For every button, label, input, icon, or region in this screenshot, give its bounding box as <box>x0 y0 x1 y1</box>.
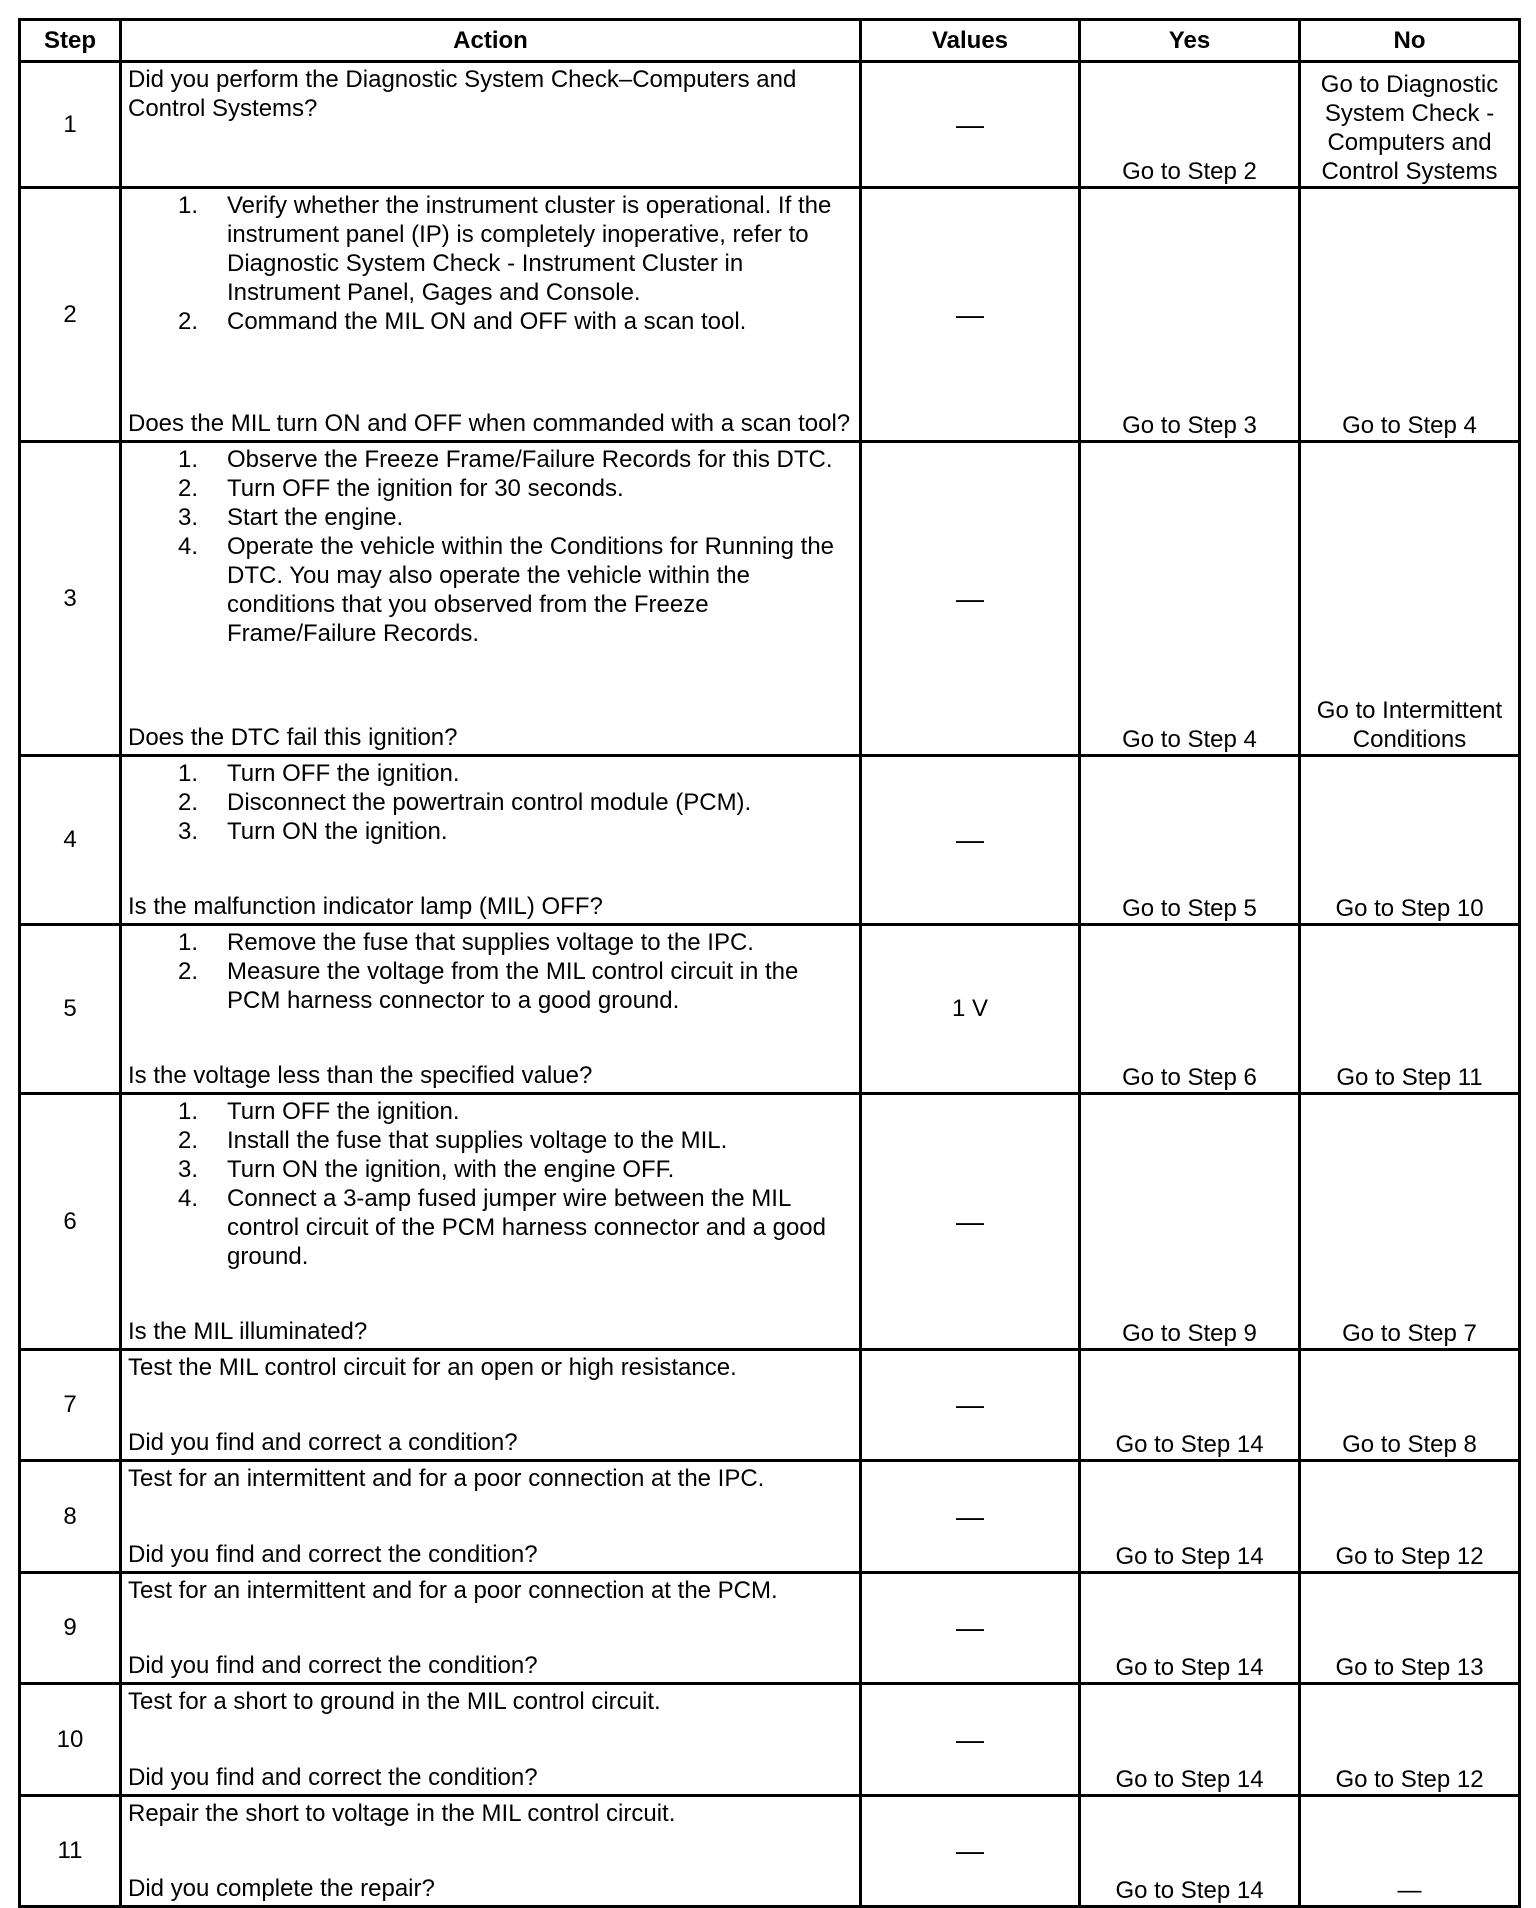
value-cell <box>861 1573 1080 1684</box>
step-number: 6 <box>20 1094 121 1350</box>
header-action: Action <box>121 20 861 62</box>
table-row <box>20 925 1520 1094</box>
step-number: 4 <box>20 756 121 925</box>
substep-text: Disconnect the powertrain control module (PCM). <box>227 789 752 816</box>
substep-list <box>128 759 851 846</box>
action-cell <box>121 1350 861 1461</box>
substep-item <box>128 1126 851 1155</box>
yes-outcome: Go to Step 14 <box>1080 1796 1300 1907</box>
value-cell <box>861 1461 1080 1573</box>
value-text: — <box>956 1205 984 1237</box>
substep-number: 2. <box>178 308 199 335</box>
action-instruction: Test for a short to ground in the MIL control circuit. <box>128 1688 661 1715</box>
substep-item <box>128 532 851 648</box>
action-instruction: Test for an intermittent and for a poor connection at the IPC. <box>128 1465 765 1492</box>
yes-outcome: Go to Step 5 <box>1080 756 1300 925</box>
action-instruction: Test for an intermittent and for a poor connection at the PCM. <box>128 1577 778 1604</box>
action-cell <box>121 188 861 442</box>
value-text: — <box>956 1500 984 1532</box>
value-cell <box>861 1094 1080 1350</box>
substep-number: 1. <box>178 192 199 219</box>
header-step: Step <box>20 20 121 62</box>
step-number: 7 <box>20 1350 121 1461</box>
substep-list <box>128 1097 851 1271</box>
yes-outcome: Go to Step 4 <box>1080 442 1300 756</box>
substep-number: 2. <box>178 475 199 502</box>
action-question: Did you find and correct the condition? <box>128 1541 538 1568</box>
substep-item <box>128 445 851 474</box>
value-cell <box>861 62 1080 188</box>
substep-item <box>128 788 851 817</box>
substep-text: Remove the fuse that supplies voltage to the IPC. <box>227 929 754 956</box>
table-row <box>20 1573 1520 1684</box>
action-instruction: Did you perform the Diagnostic System Check–Computers and Control Systems? <box>128 66 797 122</box>
substep-item <box>128 928 851 957</box>
table-row <box>20 1094 1520 1350</box>
substep-item <box>128 503 851 532</box>
substep-text: Turn ON the ignition. <box>227 818 448 845</box>
yes-outcome: Go to Step 14 <box>1080 1350 1300 1461</box>
substep-item <box>128 191 851 307</box>
value-text: — <box>956 1835 984 1866</box>
value-cell <box>861 1350 1080 1461</box>
substep-item <box>128 1184 851 1271</box>
table-row <box>20 188 1520 442</box>
value-cell <box>861 188 1080 442</box>
step-number: 11 <box>20 1796 121 1907</box>
value-cell <box>861 1796 1080 1907</box>
step-number: 1 <box>20 62 121 188</box>
substep-text: Observe the Freeze Frame/Failure Records for this DTC. <box>227 446 833 473</box>
substep-number: 2. <box>178 789 199 816</box>
table-row <box>20 442 1520 756</box>
action-question: Does the MIL turn ON and OFF when commanded with a scan tool? <box>128 410 851 437</box>
action-question: Did you find and correct the condition? <box>128 1652 538 1679</box>
substep-text: Connect a 3-amp fused jumper wire between the MIL control circuit of the PCM harness connector and a good ground. <box>227 1185 826 1270</box>
substep-text: Turn OFF the ignition for 30 seconds. <box>227 475 624 502</box>
action-question: Did you find and correct the condition? <box>128 1764 538 1791</box>
substep-number: 2. <box>178 1127 199 1154</box>
value-text: — <box>956 1723 984 1755</box>
step-number: 5 <box>20 925 121 1094</box>
no-outcome: Go to Step 12 <box>1300 1461 1520 1573</box>
substep-text: Command the MIL ON and OFF with a scan tool. <box>227 308 747 335</box>
step-number: 2 <box>20 188 121 442</box>
substep-number: 1. <box>178 1098 199 1125</box>
action-cell <box>121 1461 861 1573</box>
action-question: Did you complete the repair? <box>128 1875 435 1902</box>
substep-item <box>128 817 851 846</box>
step-number: 10 <box>20 1684 121 1796</box>
action-instruction: Test the MIL control circuit for an open or high resistance. <box>128 1354 737 1381</box>
header-row <box>20 20 1520 62</box>
table-row <box>20 1461 1520 1573</box>
no-outcome: Go to Step 7 <box>1300 1094 1520 1350</box>
action-question: Did you find and correct a condition? <box>128 1429 518 1456</box>
action-cell <box>121 1573 861 1684</box>
substep-item <box>128 474 851 503</box>
substep-text: Operate the vehicle within the Conditions for Running the DTC. You may also operate the vehicle within the conditions that you observed from the Freeze Frame/Failure Records. <box>227 533 835 647</box>
substep-item <box>128 759 851 788</box>
header-values: Values <box>861 20 1080 62</box>
table-row <box>20 1796 1520 1907</box>
action-question: Is the MIL illuminated? <box>128 1318 368 1345</box>
value-cell <box>861 925 1080 1094</box>
substep-number: 1. <box>178 929 199 956</box>
diagnostic-table <box>18 18 1521 1908</box>
yes-outcome: Go to Step 3 <box>1080 188 1300 442</box>
action-cell <box>121 756 861 925</box>
substep-number: 4. <box>178 533 199 560</box>
action-cell <box>121 1094 861 1350</box>
no-outcome: Go to Step 10 <box>1300 756 1520 925</box>
value-text: — <box>956 1389 984 1420</box>
no-outcome: Go to Intermittent Conditions <box>1300 442 1520 756</box>
no-outcome: — <box>1300 1796 1520 1907</box>
no-outcome: Go to Diagnostic System Check - Computers and Control Systems <box>1300 62 1520 188</box>
substep-text: Install the fuse that supplies voltage to the MIL. <box>227 1127 728 1154</box>
action-cell <box>121 62 861 188</box>
substep-list <box>128 191 851 336</box>
value-text: — <box>956 108 984 140</box>
no-outcome: Go to Step 4 <box>1300 188 1520 442</box>
value-cell <box>861 442 1080 756</box>
table-row <box>20 1684 1520 1796</box>
substep-number: 3. <box>178 1156 199 1183</box>
substep-number: 1. <box>178 446 199 473</box>
value-cell <box>861 1684 1080 1796</box>
action-instruction: Repair the short to voltage in the MIL control circuit. <box>128 1800 676 1827</box>
value-text: — <box>956 582 984 614</box>
substep-number: 2. <box>178 958 199 985</box>
substep-text: Measure the voltage from the MIL control circuit in the PCM harness connector to a good ground. <box>227 958 799 1014</box>
step-number: 9 <box>20 1573 121 1684</box>
no-outcome: Go to Step 12 <box>1300 1684 1520 1796</box>
yes-outcome: Go to Step 14 <box>1080 1684 1300 1796</box>
yes-outcome: Go to Step 14 <box>1080 1573 1300 1684</box>
value-text: 1 V <box>951 995 989 1022</box>
substep-list <box>128 928 851 1015</box>
no-outcome: Go to Step 11 <box>1300 925 1520 1094</box>
step-number: 3 <box>20 442 121 756</box>
substep-number: 3. <box>178 818 199 845</box>
no-outcome: Go to Step 8 <box>1300 1350 1520 1461</box>
substep-text: Turn OFF the ignition. <box>227 1098 460 1125</box>
yes-outcome: Go to Step 9 <box>1080 1094 1300 1350</box>
value-cell <box>861 756 1080 925</box>
substep-item <box>128 957 851 1015</box>
header-no: No <box>1300 20 1520 62</box>
substep-item <box>128 1097 851 1126</box>
no-outcome: Go to Step 13 <box>1300 1573 1520 1684</box>
header-yes: Yes <box>1080 20 1300 62</box>
substep-text: Verify whether the instrument cluster is operational. If the instrument panel (IP) is completely inoperative, refer to Diagnostic System Check - Instrument Cluster in Instrument Panel, Gages and Console. <box>227 192 832 306</box>
table-row <box>20 1350 1520 1461</box>
yes-outcome: Go to Step 14 <box>1080 1461 1300 1573</box>
action-question: Is the voltage less than the specified value? <box>128 1062 593 1089</box>
table-row <box>20 62 1520 188</box>
value-text: — <box>956 1612 984 1643</box>
action-cell <box>121 1684 861 1796</box>
substep-text: Turn ON the ignition, with the engine OFF. <box>227 1156 675 1183</box>
substep-text: Turn OFF the ignition. <box>227 760 460 787</box>
table-row <box>20 756 1520 925</box>
substep-item <box>128 1155 851 1184</box>
action-cell <box>121 1796 861 1907</box>
yes-outcome: Go to Step 6 <box>1080 925 1300 1094</box>
yes-outcome: Go to Step 2 <box>1080 62 1300 188</box>
substep-item <box>128 307 851 336</box>
action-cell <box>121 442 861 756</box>
value-text: — <box>956 298 984 330</box>
substep-number: 4. <box>178 1185 199 1212</box>
substep-number: 1. <box>178 760 199 787</box>
substep-text: Start the engine. <box>227 504 404 531</box>
action-cell <box>121 925 861 1094</box>
step-number: 8 <box>20 1461 121 1573</box>
table-body <box>20 62 1520 1907</box>
action-question: Is the malfunction indicator lamp (MIL) OFF? <box>128 893 603 920</box>
substep-list <box>128 445 851 648</box>
value-text: — <box>956 824 984 855</box>
substep-number: 3. <box>178 504 199 531</box>
action-question: Does the DTC fail this ignition? <box>128 724 458 751</box>
